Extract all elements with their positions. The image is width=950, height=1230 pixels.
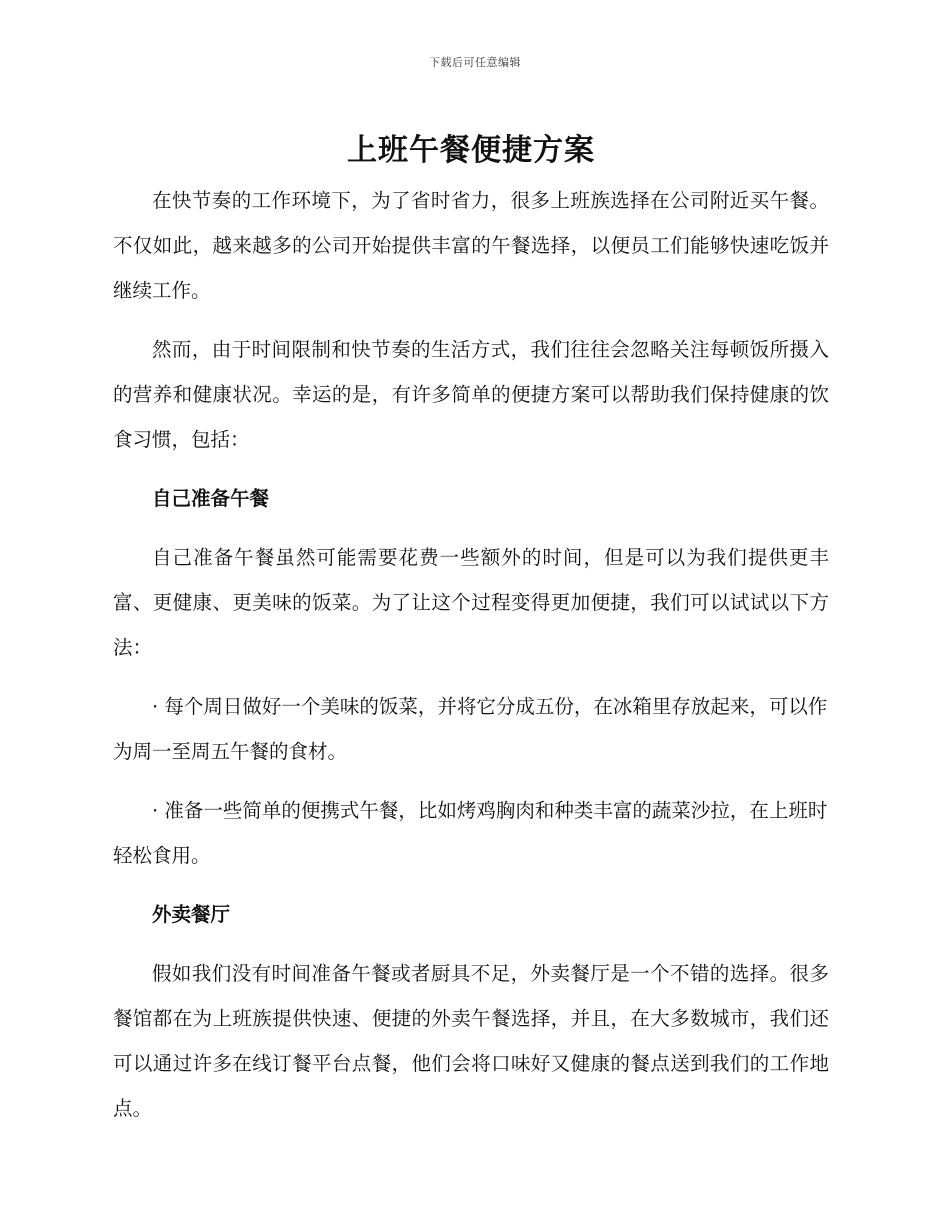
section-heading-self-prep: 自己准备午餐 [152,487,270,510]
intro-paragraph-1: 在快节奏的工作环境下，为了省时省力，很多上班族选择在公司附近买午餐。不仅如此，越来越多的公司开始提供丰富的午餐选择，以便员工们能够快速吃饭并继续工作。 [113,189,829,302]
intro-paragraph-2: 然而，由于时间限制和快节奏的生活方式，我们往往会忽略关注每顿饭所摄入的营养和健康状况。幸运的是，有许多简单的便捷方案可以帮助我们保持健康的饮食习惯，包括： [113,338,829,451]
list-item: · 准备一些简单的便携式午餐，比如烤鸡胸肉和种类丰富的蔬菜沙拉，在上班时轻松食用。 [113,799,828,867]
takeout-paragraph: 假如我们没有时间准备午餐或者厨具不足，外卖餐厅是一个不错的选择。很多餐馆都在为上班族提供快速、便捷的外卖午餐选择，并且，在大多数城市，我们还可以通过许多在线订餐平台点餐，他们会将口味好又健康的餐点送到我们的工作地点。 [113,962,829,1120]
list-item: · 每个周日做好一个美味的饭菜，并将它分成五份，在冰箱里存放起来，可以作为周一至周五午餐的食材。 [113,695,828,763]
document-title: 上班午餐便捷方案 [347,133,595,168]
header-note: 下载后可任意编辑 [429,56,521,69]
section-heading-takeout: 外卖餐厅 [152,903,231,926]
self-prep-paragraph: 自己准备午餐虽然可能需要花费一些额外的时间，但是可以为我们提供更丰富、更健康、更美味的饭菜。为了让这个过程变得更加便捷，我们可以试试以下方法： [113,546,829,659]
document-body [113,128,829,1145]
